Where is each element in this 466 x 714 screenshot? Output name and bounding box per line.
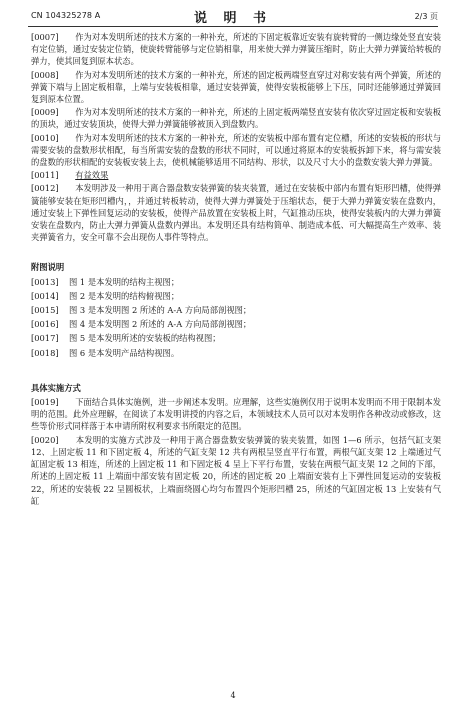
figure-item-num: [0018] [31, 347, 59, 358]
paragraph-0010: [0010] 作为对本发明所述的技术方案的一种补充，所述的安装板中部布置有定位槽，所述的安装板的形状与需要安装的盘数形状相配，每当所需安装的盘数的形状不同时，可以通过将原本的安装板拆卸下来，将与需安装的盘数的形状相配的安装板安装上去，使机械能够适用不同结构、形状，以及尺寸大小的盘数安装大弹力弹簧。 [31, 132, 441, 168]
embodiment-heading: 具体实施方式 [31, 382, 81, 393]
effect-heading: 有益效果 [75, 170, 109, 181]
figure-item [31, 347, 441, 359]
paragraph-0009: [0009] 作为对本发明所述的技术方案的一种补充，所述的上固定板两端竖直安装有依次穿过固定板和安装板的顶块，通过安装顶块，使得大弹力弹簧能够被顶入到盘数内。 [31, 107, 441, 130]
figure-item-text: 图 3 是本发明图 2 所述的 A-A 方向局部剖视图； [69, 305, 252, 316]
patent-number: CN 104325278 A [31, 11, 101, 20]
figure-item-num: [0015] [31, 305, 59, 316]
figure-item-text: 图 6 是本发明产品结构视图。 [69, 347, 180, 358]
paragraph-0012: [0012] 本发明涉及一种用于离合器盘数安装弹簧的装夹装置，通过在安装板中部内布置有矩形凹槽，使得弹簧能够安装在矩形凹槽内，，并通过转板转动，使得大弹力弹簧处于压缩状态，便于大弹力弹簧安装在盘数内，通过安装上下弹性回复运动的安装板，使得产品放置在安装板上时，气缸推动压块，使得安装板内的大弹力弹簧安装在盘数内，防止大弹力弹簧从盘数内弹出。本发明还具有结构简单、制造成本低、可大幅提高生产效率、装夹弹簧省力，安全可靠不会出现伤人事件等特点。 [31, 183, 441, 243]
paragraph-0011 [31, 169, 441, 181]
figure-item-num: [0013] [31, 276, 59, 287]
figure-item-num: [0014] [31, 290, 59, 301]
figure-item-text: 图 5 是本发明所述的安装板的结构视图； [69, 333, 221, 344]
paragraph-0020: [0020] 本发明的实施方式涉及一种用于离合器盘数安装弹簧的装夹装置，如图 1—6 所示，包括气缸支架 12、上固定板 11 和下固定板 4，所述的气缸支架 12 共有两根呈竖直平行布置，两根气缸支架 12 上端通过气缸固定板 13 相连，所述的上固定板 11 和下固定板 4 呈上下平行布置，安装在两根气缸支架 12 之间的下部，所述的上固定板 11 上端面中部安装有固定板 20，所述的固定板 20 上端面安装有上下弹性回复运动的安装板 22，所述的安装板 22 呈圆板状，上端面绕圆心均匀布置四个矩形凹槽 25，所述的气缸固定板 13 上安装有气缸 [31, 434, 441, 506]
paragraph-0019: [0019] 下面结合具体实施例，进一步阐述本发明。应理解，这些实施例仅用于说明本发明而不用于限制本发明的范围。此外应理解，在阅读了本发明讲授的内容之后，本领域技术人员可以对本发明作各种改动或修改，这些等价形式同样落于本申请所附权利要求书所限定的范围。 [31, 397, 441, 432]
figure-item [31, 276, 441, 288]
paragraph-0008: [0008] 作为对本发明所述的技术方案的一种补充，所述的固定板两端竖直穿过对称安装有两个弹簧，所述的弹簧下端与上固定板相靠，上端与安装板相靠，通过安装弹簧，使得安装板能够上下压，同时还能够通过弹簧回复到原本位置。 [31, 69, 441, 105]
effect-label: [0011] [31, 170, 59, 181]
figure-item [31, 332, 441, 344]
figure-item [31, 318, 441, 330]
paragraph-0007: [0007] 作为对本发明所述的技术方案的一种补充，所述的下固定板靠近安装有旋转臂的一侧边缘处竖直安装有定位销，通过安装定位销，使旋转臂能够与定位销相靠，用来使大弹力弹簧压缩时，防止大弹力弹簧给转板的弹力，使其回复到原本状态。 [31, 32, 441, 67]
document-title: 说 明 书 [193, 11, 273, 26]
page-number: 4 [230, 691, 236, 700]
figures-heading: 附图说明 [31, 262, 65, 273]
document-body [31, 31, 441, 508]
figure-item-text: 图 2 是本发明的结构俯视图； [69, 290, 180, 301]
page-indicator: 2/3 页 [414, 12, 438, 21]
figure-item [31, 290, 441, 302]
figure-item-num: [0017] [31, 333, 59, 344]
figure-item [31, 304, 441, 316]
figure-item-text: 图 4 是本发明图 2 所述的 A-A 方向局部剖视图； [69, 319, 252, 330]
figure-item-num: [0016] [31, 319, 59, 330]
figure-item-text: 图 1 是本发明的结构主视图； [69, 276, 180, 287]
header-rule [28, 26, 438, 27]
